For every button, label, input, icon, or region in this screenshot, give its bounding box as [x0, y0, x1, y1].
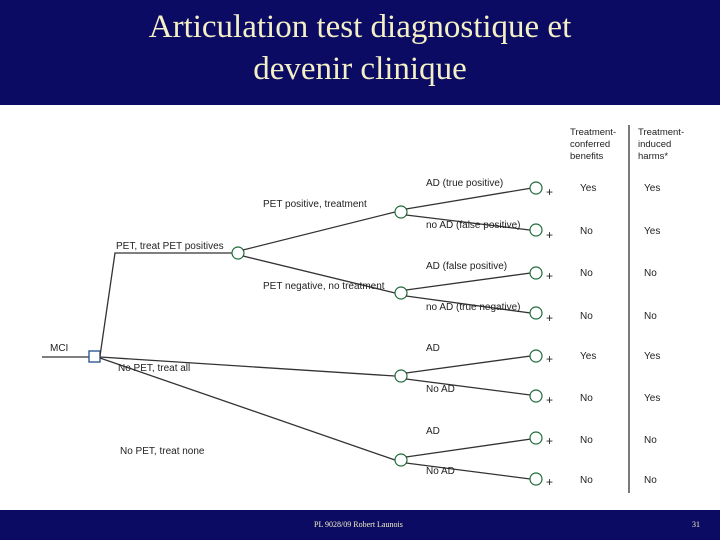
leaf-label: No AD — [426, 384, 455, 395]
leaf-node — [530, 432, 542, 444]
leaf-harm: Yes — [644, 393, 661, 404]
terminal-symbol: + — [546, 269, 554, 283]
leaf-benefit: No — [580, 475, 593, 486]
slide-footer — [0, 510, 720, 540]
leaf-harm: Yes — [644, 226, 661, 237]
page-number: 31 — [692, 520, 700, 529]
leaf-harm: No — [644, 311, 657, 322]
title-line-2: devenir clinique — [253, 51, 467, 87]
leaf-node — [530, 390, 542, 402]
leaf-benefit: No — [580, 268, 593, 279]
leaf-edge — [406, 187, 538, 209]
leaf-7 — [406, 426, 657, 457]
chance-node-pet — [232, 247, 244, 259]
leaf-harm: Yes — [644, 351, 661, 362]
leaf-edge — [406, 355, 538, 373]
leaf-label: no AD (true negative) — [426, 302, 521, 313]
leaf-harm: No — [644, 475, 657, 486]
benefits-header-line-2: conferred — [570, 139, 611, 150]
chance-node-treat-none — [395, 454, 407, 466]
leaf-5 — [406, 343, 660, 373]
leaf-label: no AD (false positive) — [426, 220, 521, 231]
leaf-harm: No — [644, 435, 657, 446]
leaf-label: AD — [426, 426, 440, 437]
leaf-label: AD (false positive) — [426, 261, 508, 272]
strategy-edge-pet — [100, 253, 232, 356]
leaf-harm: Yes — [644, 183, 661, 194]
leaf-3 — [406, 261, 657, 290]
leaf-node — [530, 350, 542, 362]
chance-node-positive — [395, 206, 407, 218]
strategy-label-treat-all: No PET, treat all — [118, 363, 191, 374]
slide-header — [0, 0, 720, 105]
chance-node-treat-all — [395, 370, 407, 382]
footer-text: PL 9028/09 Robert Launois — [314, 520, 403, 529]
leaf-label: AD — [426, 343, 440, 354]
leaf-4 — [406, 296, 657, 325]
terminal-symbol: + — [546, 311, 554, 325]
leaf-label: AD (true positive) — [426, 178, 504, 189]
slide-title — [0, 6, 720, 90]
leaf-benefit: No — [580, 435, 593, 446]
leaf-edge — [406, 272, 538, 290]
title-line-1: Articulation test diagnostique et — [148, 9, 572, 45]
leaf-benefit: No — [580, 311, 593, 322]
terminal-symbol: + — [546, 228, 554, 242]
leaf-2 — [406, 215, 660, 242]
sub-label-positive: PET positive, treatment — [263, 199, 367, 210]
leaf-node — [530, 182, 542, 194]
terminal-symbol: + — [546, 434, 554, 448]
leaf-node — [530, 267, 542, 279]
chance-node-negative — [395, 287, 407, 299]
decision-node — [89, 351, 100, 362]
leaf-node — [530, 307, 542, 319]
root-label: MCI — [50, 343, 69, 354]
leaf-1 — [406, 178, 660, 209]
leaf-benefit: Yes — [580, 351, 597, 362]
leaf-benefit: Yes — [580, 183, 597, 194]
strategy-label-treat-none: No PET, treat none — [120, 446, 205, 457]
leaf-label: No AD — [426, 466, 455, 477]
leaf-benefit: No — [580, 226, 593, 237]
sub-edge-positive — [243, 212, 395, 250]
terminal-symbol: + — [546, 475, 554, 489]
leaf-benefit: No — [580, 393, 593, 404]
benefits-header-line-1: Treatment- — [570, 127, 617, 138]
harms-header-line-2: induced — [638, 139, 672, 150]
strategy-label-pet: PET, treat PET positives — [116, 241, 224, 252]
decision-tree — [0, 105, 720, 510]
leaf-8 — [406, 463, 657, 489]
sub-label-negative: PET negative, no treatment — [263, 281, 385, 292]
terminal-symbol: + — [546, 185, 554, 199]
leaf-6 — [406, 379, 660, 407]
terminal-symbol: + — [546, 393, 554, 407]
leaf-edge — [406, 438, 538, 457]
harms-header-line-1: Treatment- — [638, 127, 685, 138]
benefits-header-line-3: benefits — [570, 151, 604, 162]
leaf-harm: No — [644, 268, 657, 279]
leaf-node — [530, 224, 542, 236]
harms-header-line-3: harms* — [638, 151, 669, 162]
terminal-symbol: + — [546, 352, 554, 366]
leaf-node — [530, 473, 542, 485]
